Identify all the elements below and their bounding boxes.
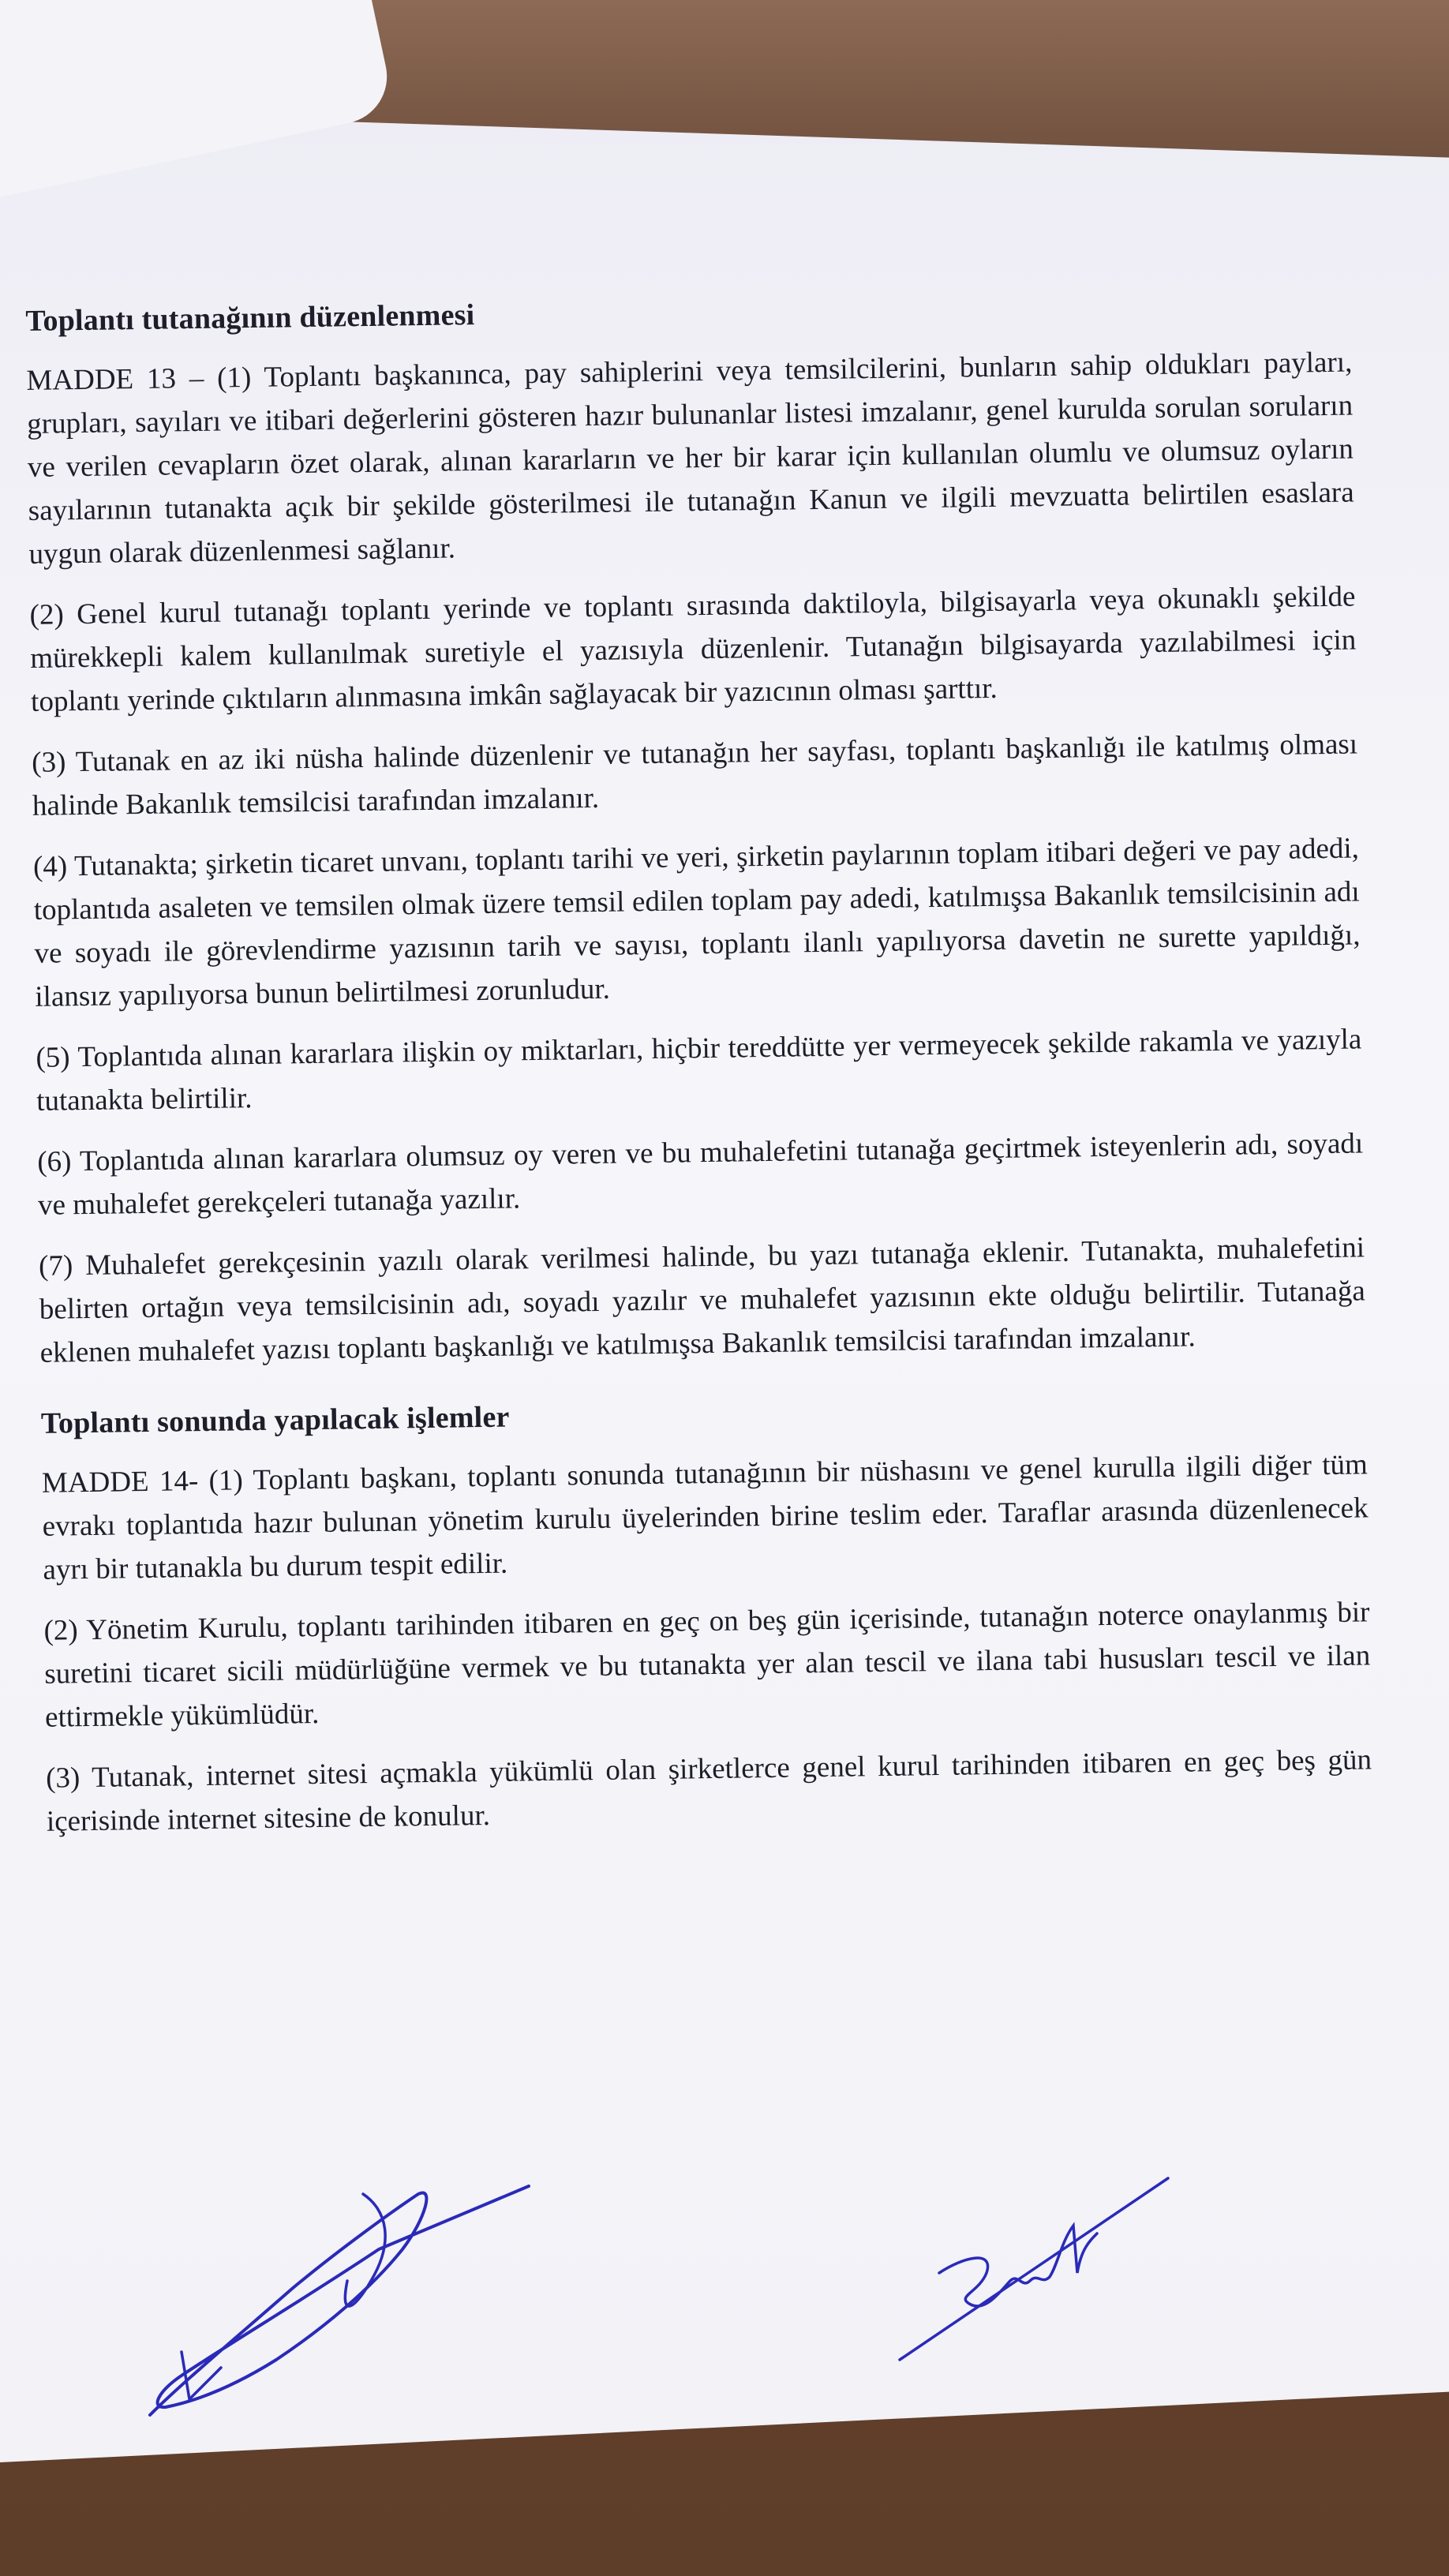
madde-13-paragraph-7: (7) Muhalefet gerekçesinin yazılı olarak verilmesi halinde, bu yazı tutanağa eklenir. Tutanakta, muhalefetini belirten ortağın veya temsilcisinin adı, soyadı yazılır ve muhalefet yazısının ekte olduğu belirtilir. Tutanağa eklenen muhalefet yazısı toplantı başkanlığı ve katılmışsa Bakanlık temsilcisi tarafından imzalanır. bbox=[38, 1231, 1366, 1369]
section-heading-madde-13: Toplantı tutanağının düzenlenmesi bbox=[25, 298, 475, 338]
madde-13-paragraph-3: (3) Tutanak en az iki nüsha halinde düzenlenir ve tutanağın her sayfası, toplantı başkanlığı ile katılmış olması halinde Bakanlık temsilcisi tarafından imzalanır. bbox=[31, 728, 1358, 822]
madde-13-paragraph-6: (6) Toplantıda alınan kararlara olumsuz oy veren ve bu muhalefetini tutanağa geçirtmek isteyenlerin adı, soyadı ve muhalefet gerekçeleri tutanağa yazılır. bbox=[36, 1127, 1364, 1222]
madde-14-paragraph-2: (2) Yönetim Kurulu, toplantı tarihinden itibaren en geç on beş gün içerisinde, tutanağın noterce onaylanmış bir suretini ticaret sicili müdürlüğüne vermek ve bu tutanakta yer alan tescil ve ilana tabi hususları tescil ve ilan ettirmekle yükümlüdür. bbox=[43, 1596, 1371, 1734]
madde-13-paragraph-5: (5) Toplantıda alınan kararlara ilişkin oy miktarları, hiçbir tereddütte yer vermeyecek şekilde rakamla ve yazıyla tutanakta belirtilir. bbox=[36, 1023, 1362, 1118]
section-heading-madde-14: Toplantı sonunda yapılacak işlemler bbox=[40, 1400, 510, 1440]
madde-14-paragraph-3: (3) Tutanak, internet sitesi açmakla yükümlü olan şirketlerce genel kurul tarihinden itibaren en geç beş gün içerisinde internet sitesine de konulur. bbox=[45, 1743, 1372, 1838]
madde-14-paragraph-1: MADDE 14- (1) Toplantı başkanı, toplantı sonunda tutanağının bir nüshasını ve genel kurulla ilgili diğer tüm evrakı toplantıda hazır bulunan yönetim kurulu üyelerinden birine teslim eder. Taraflar arasında düzenlenecek ayrı bir tutanakla bu durum tespit edilir. bbox=[41, 1448, 1368, 1586]
madde-13-paragraph-2: (2) Genel kurul tutanağı toplantı yerinde ve toplantı sırasında daktiloyla, bilgisayarla veya okunaklı şekilde mürekkepli kalem kullanılmak suretiyle el yazısıyla düzenlenir. Tutanağın bilgisayarda yazılabilmesi için toplantı yerinde çıktıların alınmasına imkân sağlayacak bir yazıcının olması şarttır. bbox=[29, 580, 1357, 718]
madde-13-paragraph-4: (4) Tutanakta; şirketin ticaret unvanı, toplantı tarihi ve yeri, şirketin paylarının toplam itibari değeri ve pay adedi, toplantıda asaleten ve temsilen olmak üzere temsil edilen toplam pay adedi, katılmışsa Bakanlık temsilcisinin adı ve soyadı ile görevlendirme yazısının tarih ve sayısı, toplantı ilanlı yapılıyorsa davetin ne surette yapıldığı, ilansız yapılıyorsa bunun belirtilmesi zorunludur. bbox=[32, 832, 1361, 1013]
signature-right bbox=[884, 2147, 1184, 2376]
madde-13-paragraph-1: MADDE 13 – (1) Toplantı başkanınca, pay sahiplerini veya temsilcilerini, bunların sahip oldukları payları, grupları, sayıları ve itibari değerlerini gösteren hazır bulunanlar listesi imzalanır, genel kurulda sorulan soruların ve verilen cevapların özet olarak, alınan kararların ve her bir karar için kullanılan olumlu ve olumsuz oyların sayılarının tutanakta açık bir şekilde gösterilmesi ile tutanağın Kanun ve ilgili mevzuatta belirtilen esaslara uygun olarak düzenlenmesi sağlanır. bbox=[26, 346, 1354, 571]
document-body bbox=[24, 167, 1372, 1861]
signature-left bbox=[134, 2162, 545, 2431]
